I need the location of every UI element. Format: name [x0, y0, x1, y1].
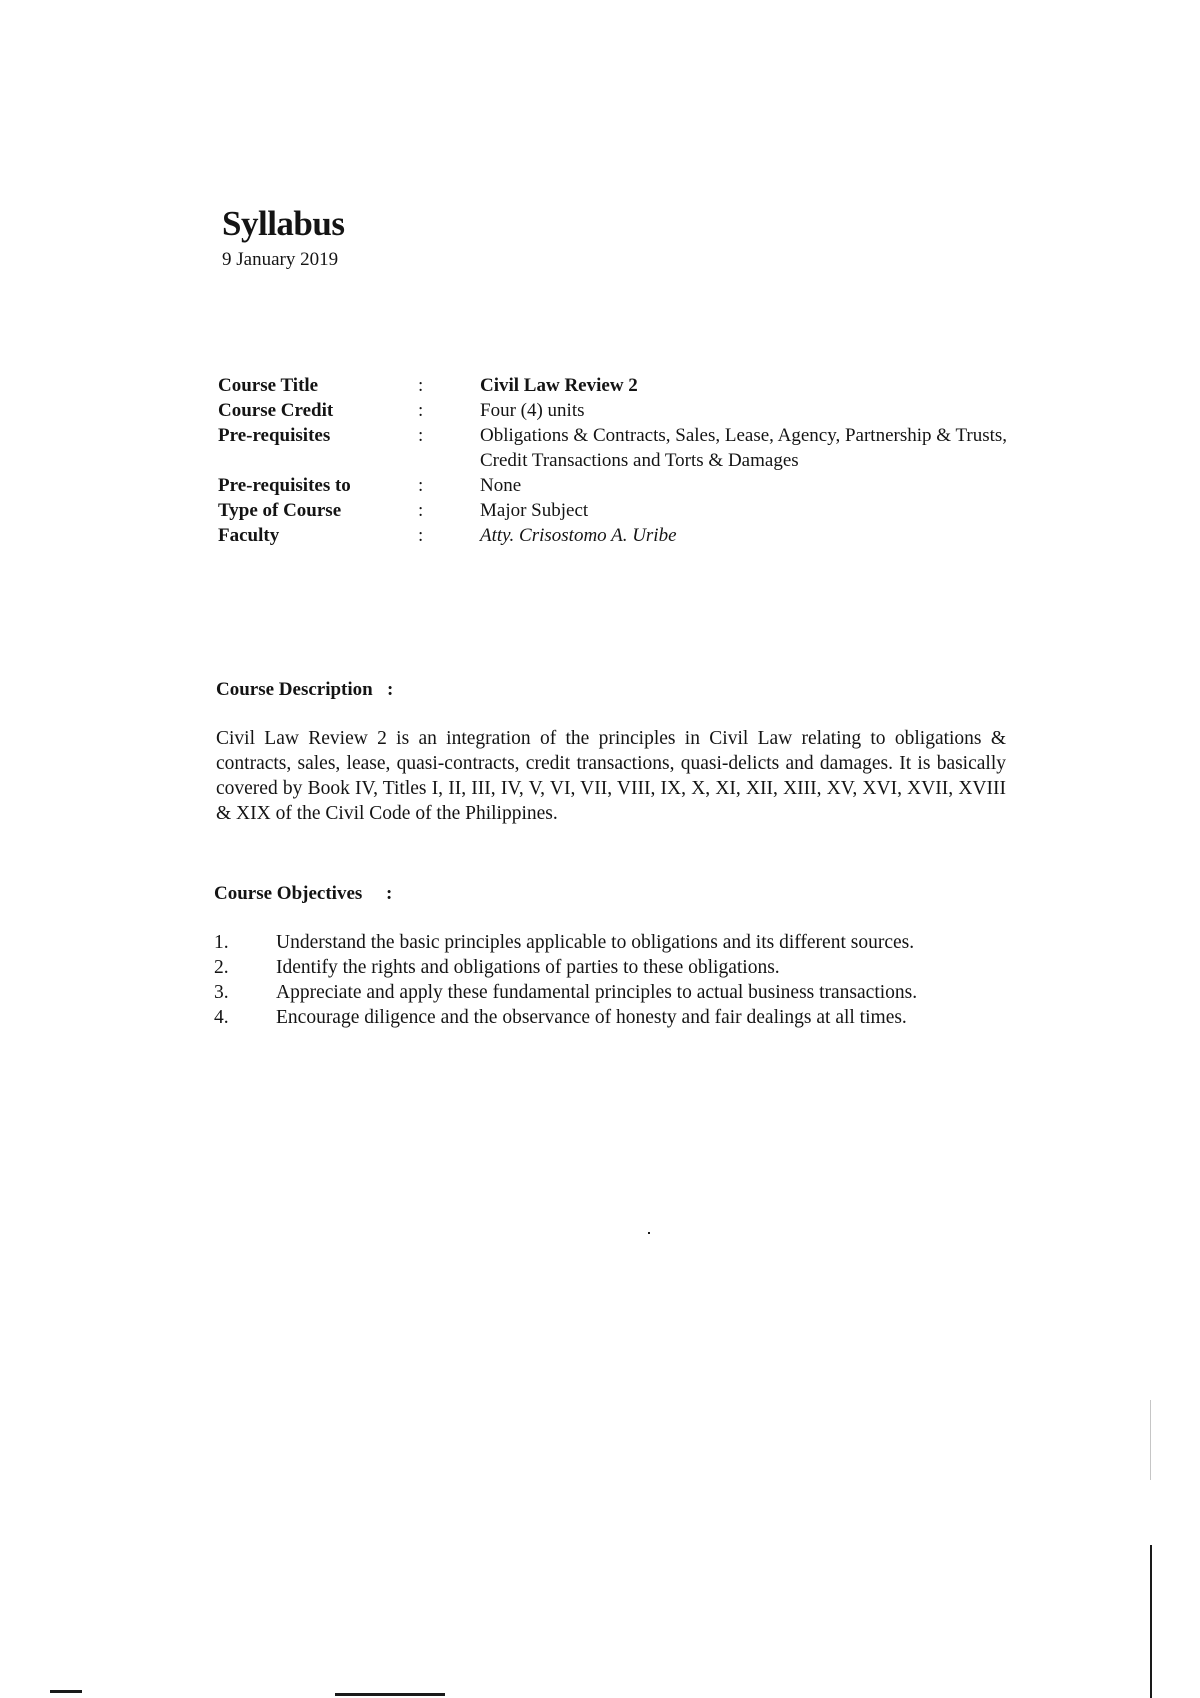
objective-number: 3.	[214, 982, 229, 1003]
objective-text: Identify the rights and obligations of parties to these obligations.	[276, 957, 780, 978]
course-type-value: Major Subject	[480, 500, 589, 521]
faculty-row	[218, 523, 1038, 548]
info-label: Pre-requisites to	[218, 475, 351, 496]
prerequisites-to-value: None	[480, 475, 522, 496]
objective-number: 1.	[214, 932, 229, 953]
course-type-row	[218, 498, 1038, 523]
faculty-value: Atty. Crisostomo A. Uribe	[480, 525, 677, 546]
scan-edge-mark	[1150, 1400, 1151, 1480]
objective-number: 2.	[214, 957, 229, 978]
scan-bottom-mark	[50, 1690, 82, 1693]
course-description-text: Civil Law Review 2 is an integration of the principles in Civil Law relating to obligations & contracts, sales, lease, quasi-contracts, credit transactions, quasi-delicts and damages. It is basically covered by Book IV, Titles I, II, III, IV, V, VI, VII, VIII, IX, X, XI, XII, XIII, XV, XVI, XVII, XVIII & XIX of the Civil Code of the Philippines.	[216, 728, 1006, 824]
info-colon: :	[418, 475, 424, 496]
course-objectives-heading: Course Objectives :	[214, 883, 393, 904]
objective-text: Appreciate and apply these fundamental principles to actual business transactions.	[276, 982, 918, 1003]
info-label: Faculty	[218, 525, 280, 546]
course-credit-row	[218, 398, 1038, 423]
info-colon: :	[418, 400, 424, 421]
info-label: Course Title	[218, 375, 319, 396]
objective-number: 4.	[214, 1007, 229, 1028]
course-description-heading: Course Description :	[216, 679, 394, 700]
info-colon: :	[418, 425, 424, 446]
course-title-row	[218, 373, 1038, 398]
course-credit-value: Four (4) units	[480, 400, 585, 421]
document-date: 9 January 2019	[222, 249, 339, 270]
prerequisites-row	[218, 423, 1038, 473]
info-colon: :	[418, 500, 424, 521]
course-title-value: Civil Law Review 2	[480, 375, 638, 396]
course-objectives-list	[214, 930, 1034, 1030]
course-info-table	[218, 373, 1038, 548]
info-label: Pre-requisites	[218, 425, 331, 446]
scan-dot	[648, 1232, 650, 1234]
list-item	[214, 955, 1034, 980]
prerequisites-to-row	[218, 473, 1038, 498]
list-item	[214, 930, 1034, 955]
scan-edge-line	[1150, 1545, 1152, 1698]
list-item	[214, 980, 1034, 1005]
page-title: Syllabus	[222, 204, 345, 243]
objective-text: Encourage diligence and the observance of honesty and fair dealings at all times.	[276, 1007, 907, 1028]
info-label: Course Credit	[218, 400, 334, 421]
info-colon: :	[418, 375, 424, 396]
info-colon: :	[418, 525, 424, 546]
info-label: Type of Course	[218, 500, 342, 521]
list-item	[214, 1005, 1034, 1030]
objective-text: Understand the basic principles applicable to obligations and its different sources.	[276, 932, 915, 953]
scan-bottom-line	[335, 1693, 445, 1696]
prerequisites-value: Obligations & Contracts, Sales, Lease, Agency, Partnership & Trusts, Credit Transactions and Torts & Damages	[480, 425, 1008, 471]
